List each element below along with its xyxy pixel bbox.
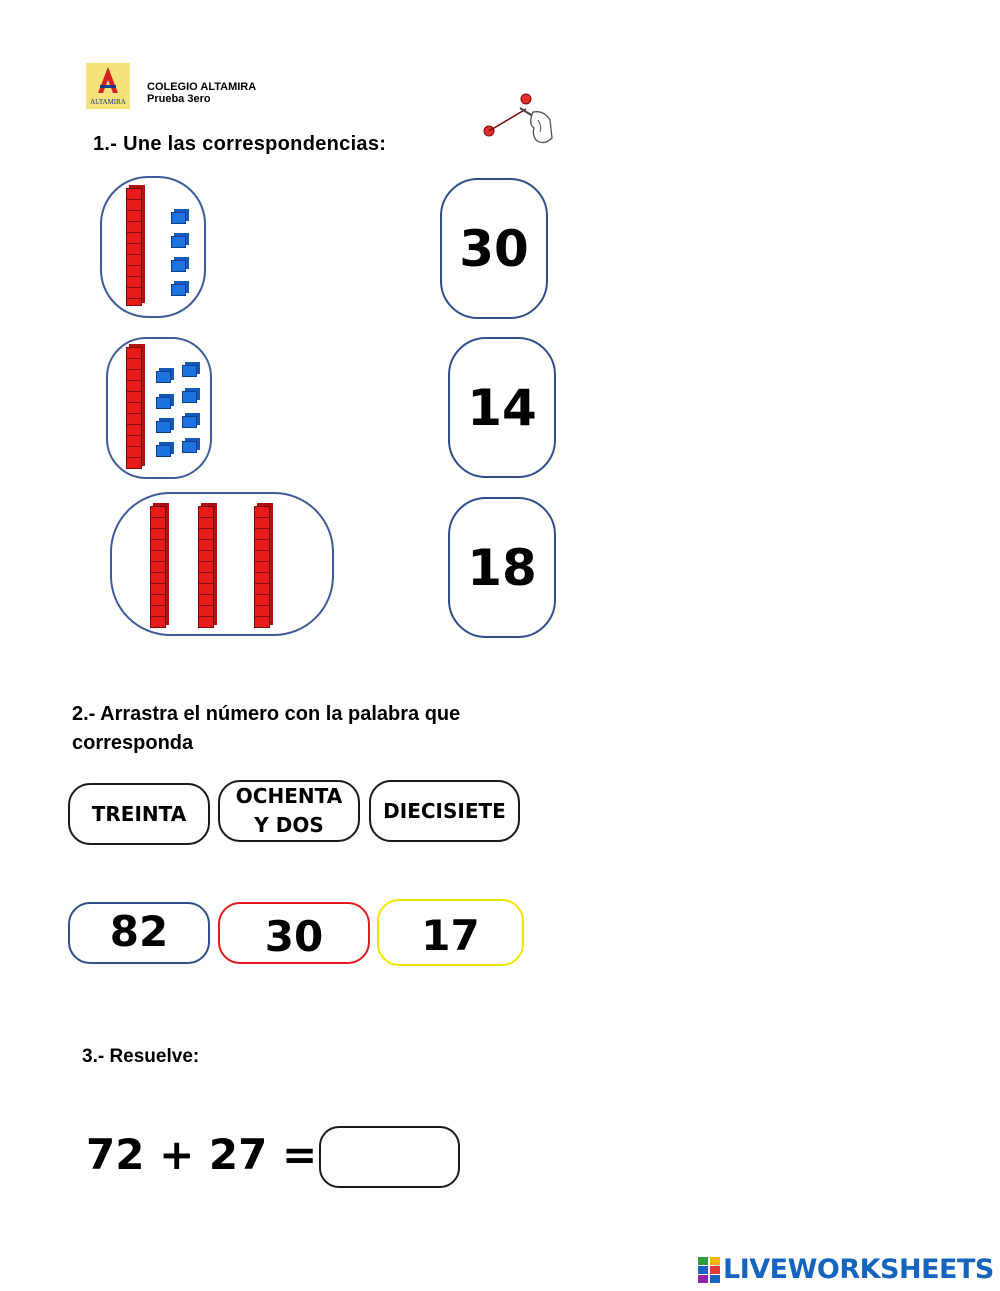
equation: 72 + 27 = <box>86 1130 318 1179</box>
word-card-treinta[interactable]: TREINTA <box>68 783 210 845</box>
logo-text: ALTAMIRA <box>90 98 126 106</box>
unit-cube <box>171 284 186 296</box>
liveworksheets-icon <box>698 1257 720 1283</box>
unit-cube <box>171 236 186 248</box>
word-card-ochenta-y-dos[interactable] <box>218 780 360 842</box>
unit-cube <box>182 416 197 428</box>
ten-rod <box>198 506 214 628</box>
blocks-group-3[interactable] <box>110 492 334 636</box>
ten-rod <box>150 506 166 628</box>
brand-logo[interactable] <box>698 1254 994 1285</box>
question-2-title: 2.- Arrastra el número con la palabra que corresponda <box>72 703 461 754</box>
unit-cube <box>156 445 171 457</box>
ten-rod <box>126 347 142 469</box>
drag-number-17[interactable]: 17 <box>377 899 524 966</box>
school-logo <box>86 63 130 109</box>
unit-cube <box>182 391 197 403</box>
unit-cube <box>156 421 171 433</box>
unit-cube <box>171 212 186 224</box>
unit-cube <box>156 397 171 409</box>
number-box-3[interactable]: 18 <box>448 497 556 638</box>
matching-hand-icon <box>478 90 558 150</box>
question-1-title: 1.- Une las correspondencias: <box>93 133 387 155</box>
number-box-2[interactable]: 14 <box>448 337 556 478</box>
unit-cube <box>182 441 197 453</box>
word-card-ochenta-y-dos-label: OCHENTA Y DOS <box>235 784 343 837</box>
unit-cube <box>171 260 186 272</box>
ten-rod <box>254 506 270 628</box>
answer-input[interactable] <box>319 1126 460 1188</box>
unit-cube <box>156 371 171 383</box>
school-name: COLEGIO ALTAMIRA <box>147 81 257 93</box>
drag-number-82[interactable]: 82 <box>68 902 210 964</box>
word-card-diecisiete[interactable]: DIECISIETE <box>369 780 520 842</box>
drag-number-30[interactable]: 30 <box>218 902 370 964</box>
question-3-title: 3.- Resuelve: <box>82 1046 200 1067</box>
blocks-group-2[interactable] <box>106 337 212 479</box>
ten-rod <box>126 188 142 306</box>
unit-cube <box>182 365 197 377</box>
number-box-1[interactable]: 30 <box>440 178 548 319</box>
blocks-group-1[interactable] <box>100 176 206 318</box>
test-name: Prueba 3ero <box>147 93 211 105</box>
brand-name: LIVEWORKSHEETS <box>723 1254 994 1285</box>
